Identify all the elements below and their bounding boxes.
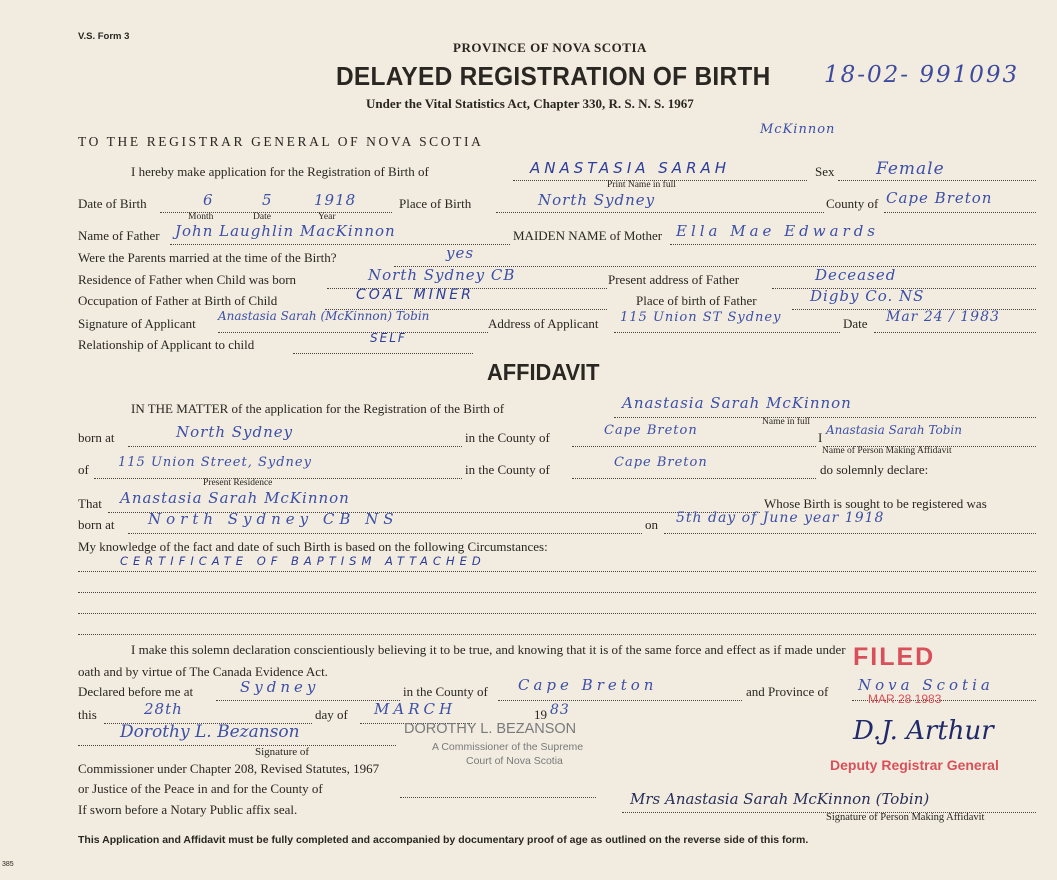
declared-at-value: Sydney: [240, 678, 320, 696]
sex-value: Female: [876, 159, 945, 179]
signature-applicant-label: Signature of Applicant: [78, 316, 196, 331]
deputy-signature: D.J. Arthur: [853, 716, 994, 746]
deputy-registrar-stamp: Deputy Registrar General: [830, 757, 999, 773]
month-value: MARCH: [374, 700, 457, 718]
married-value: yes: [446, 244, 475, 262]
dob-year-value: 1918: [314, 191, 357, 209]
occupation-label: Occupation of Father at Birth of Child: [78, 293, 278, 308]
born-at-2-value: North Sydney CB NS: [148, 510, 399, 528]
date-value: Mar 24 / 1983: [886, 309, 1000, 325]
of-label: of: [78, 462, 89, 477]
affidavit-title: AFFIDAVIT: [487, 359, 600, 385]
present-address-father-label: Present address of Father: [608, 272, 740, 287]
whose-birth-label: Whose Birth is sought to be registered was: [764, 496, 987, 511]
pob-value: North Sydney: [538, 191, 656, 209]
year-value: 83: [550, 702, 570, 718]
this-day-value: 28th: [144, 700, 183, 718]
on-value: 5th day of June year 1918: [676, 510, 885, 526]
present-residence-hint: Present Residence: [203, 478, 273, 488]
commissioner-stamp-title-2: Court of Nova Scotia: [466, 755, 563, 767]
print-name-hint: Print Name in full: [607, 180, 676, 190]
province-heading: PROVINCE OF NOVA SCOTIA: [453, 40, 647, 55]
signature-of-label: Signature of: [255, 746, 310, 758]
year-hint: Year: [318, 212, 336, 222]
affiant-signature: Mrs Anastasia Sarah McKinnon (Tobin): [630, 790, 930, 808]
print-code: 385: [2, 861, 14, 868]
affiant-name-value: Anastasia Sarah Tobin: [826, 423, 963, 437]
sex-label: Sex: [815, 164, 835, 179]
notary-line: If sworn before a Notary Public affix seal.: [78, 802, 298, 817]
year-prefix: 19: [534, 707, 547, 722]
residence-county-label: in the County of: [465, 462, 550, 477]
father-name-label: Name of Father: [78, 228, 160, 243]
matter-label: IN THE MATTER of the application for the Registration of the Birth of: [131, 401, 505, 416]
commissioner-line: Commissioner under Chapter 208, Revised Statutes, 1967: [78, 761, 380, 776]
county-value: Cape Breton: [886, 189, 993, 207]
married-label: Were the Parents married at the time of the Birth?: [78, 250, 337, 265]
maiden-name-value: Ella Mae Edwards: [676, 222, 880, 240]
signature-applicant-value: Anastasia Sarah (McKinnon) Tobin: [218, 309, 430, 323]
document-title: DELAYED REGISTRATION OF BIRTH: [336, 61, 771, 91]
born-county-value: Cape Breton: [604, 423, 698, 438]
father-name-value: John Laughlin MacKinnon: [175, 222, 396, 240]
county-label: County of: [826, 196, 879, 211]
filed-stamp: FILED: [853, 643, 936, 671]
residence-county-value: Cape Breton: [614, 455, 708, 470]
pob-label: Place of Birth: [399, 196, 472, 211]
to-registrar-line: TO THE REGISTRAR GENERAL OF NOVA SCOTIA: [78, 134, 484, 149]
i-label: I: [818, 430, 823, 445]
on-label: on: [645, 517, 658, 532]
dob-label: Date of Birth: [78, 196, 147, 211]
occupation-value: COAL MINER: [356, 287, 474, 303]
relationship-value: SELF: [370, 331, 407, 345]
date-hint: Date: [253, 212, 271, 222]
father-birthplace-label: Place of birth of Father: [636, 293, 757, 308]
solemn-line-2: oath and by virtue of The Canada Evidence Act.: [78, 664, 328, 679]
declared-at-label: Declared before me at: [78, 684, 194, 699]
matter-value: Anastasia Sarah McKinnon: [622, 394, 852, 412]
this-label: this: [78, 707, 97, 722]
born-at-2-label: born at: [78, 517, 115, 532]
residence-father-label: Residence of Father when Child was born: [78, 272, 297, 287]
born-at-value: North Sydney: [176, 423, 294, 441]
present-address-father-value: Deceased: [815, 266, 897, 284]
commissioner-stamp-name: DOROTHY L. BEZANSON: [404, 721, 577, 737]
child-name-value: ANASTASIA SARAH: [530, 159, 731, 177]
intro-label: I hereby make application for the Registration of Birth of: [131, 164, 429, 179]
address-applicant-label: Address of Applicant: [488, 316, 599, 331]
document-subtitle: Under the Vital Statistics Act, Chapter 330, R. S. N. S. 1967: [366, 96, 694, 111]
footer-note: This Application and Affidavit must be fully completed and accompanied by documentary proof of age as outlined on the reverse side of this form.: [78, 834, 809, 846]
form-number: V.S. Form 3: [78, 31, 130, 42]
dob-month-value: 6: [203, 191, 214, 209]
knowledge-label: My knowledge of the fact and date of such Birth is based on the following Circumstances:: [78, 539, 548, 554]
father-birthplace-value: Digby Co. NS: [810, 287, 925, 305]
maiden-name-label: MAIDEN NAME of Mother: [513, 228, 663, 243]
solemn-line-1: I make this solemn declaration conscientiously believing it to be true, and knowing that it is of the same force and effect as if made under: [131, 642, 846, 657]
residence-father-value: North Sydney CB: [368, 266, 516, 284]
date-label: Date: [843, 316, 868, 331]
month-hint: Month: [188, 212, 214, 222]
declared-county-value: Cape Breton: [518, 676, 658, 694]
province-label: and Province of: [746, 684, 829, 699]
that-label: That: [78, 496, 102, 511]
day-of-label: day of: [315, 707, 348, 722]
registration-number: 18-02- 991093: [824, 62, 1020, 88]
province-value: Nova Scotia: [858, 676, 994, 694]
born-county-label: in the County of: [465, 430, 550, 445]
filed-date: MAR 28 1983: [868, 692, 942, 706]
declared-county-label: in the County of: [403, 684, 488, 699]
that-value: Anastasia Sarah McKinnon: [120, 489, 350, 507]
dob-date-value: 5: [262, 191, 273, 209]
relationship-label: Relationship of Applicant to child: [78, 337, 255, 352]
circumstance-value: CERTIFICATE OF BAPTISM ATTACHED: [120, 554, 486, 568]
born-at-label: born at: [78, 430, 115, 445]
of-value: 115 Union Street, Sydney: [118, 455, 312, 470]
name-in-full-hint: Name in full: [762, 417, 811, 427]
name-correction: McKinnon: [760, 122, 836, 137]
affiant-signature-label: Signature of Person Making Affidavit: [826, 812, 985, 823]
declare-label: do solemnly declare:: [820, 462, 929, 477]
address-applicant-value: 115 Union ST Sydney: [620, 310, 782, 325]
affiant-name-hint: Name of Person Making Affidavit: [822, 446, 952, 456]
justice-line: or Justice of the Peace in and for the County of: [78, 781, 323, 796]
commissioner-stamp-title-1: A Commissioner of the Supreme: [432, 741, 584, 753]
commissioner-signature: Dorothy L. Bezanson: [120, 722, 300, 742]
